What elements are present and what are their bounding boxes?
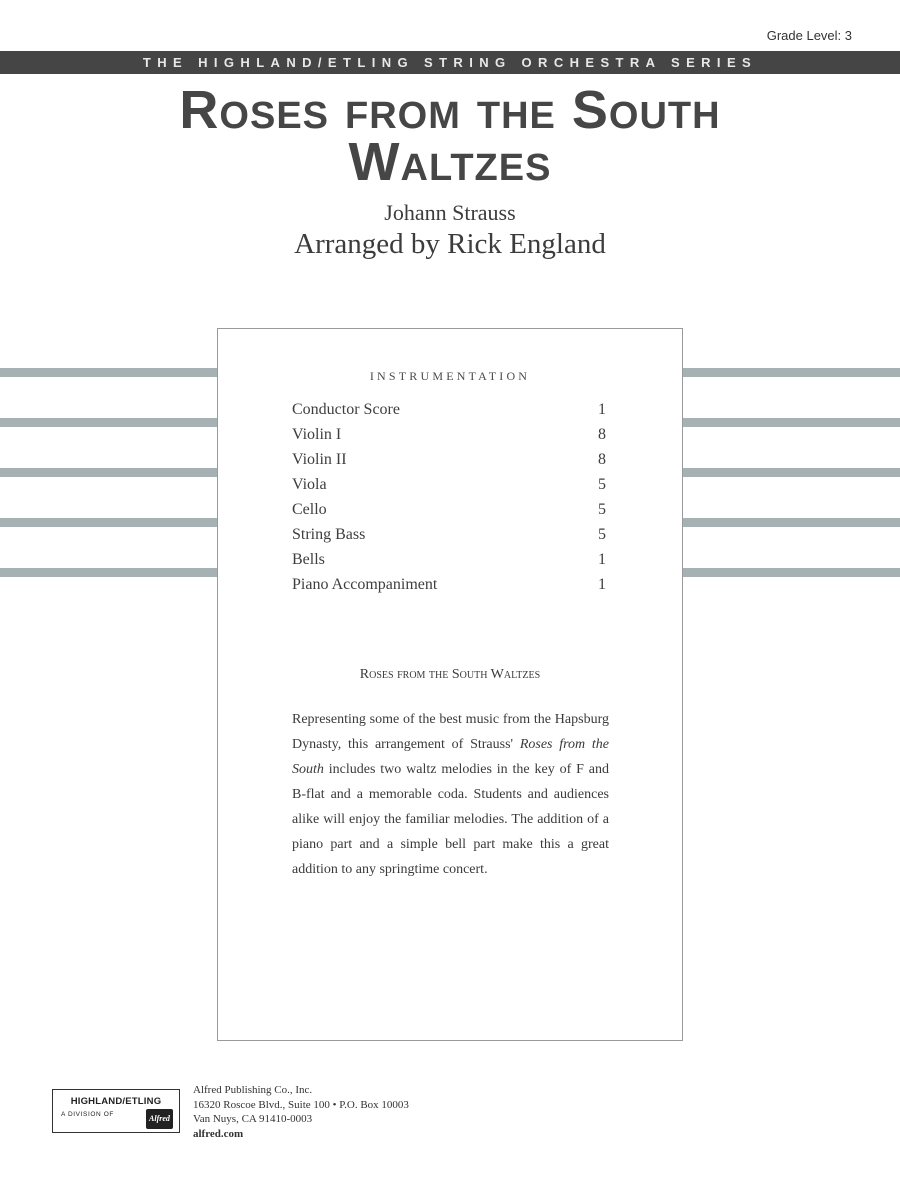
instrument-name: Violin I — [292, 426, 342, 443]
instrument-row — [292, 576, 606, 601]
instrument-qty: 1 — [598, 551, 606, 568]
staff-line-right — [683, 518, 900, 527]
instrument-name: Piano Accompaniment — [292, 576, 438, 593]
series-name: THE HIGHLAND/ETLING STRING ORCHESTRA SERIES — [142, 55, 758, 70]
description-heading: Roses from the South Waltzes — [359, 667, 541, 682]
logo-sub-text: A DIVISION OF — [61, 1111, 114, 1118]
instrument-qty: 5 — [598, 501, 606, 518]
instrument-row — [292, 526, 606, 551]
title-line-1: Roses from the South — [179, 80, 721, 140]
instrument-name: String Bass — [292, 526, 366, 543]
description-text — [292, 707, 609, 882]
staff-line-right — [683, 568, 900, 577]
instrumentation-heading: INSTRUMENTATION — [369, 369, 531, 383]
logo-main-text: HIGHLAND/ETLING — [70, 1096, 162, 1107]
instrument-row — [292, 401, 606, 426]
instrumentation-list — [292, 401, 606, 601]
title-line-2: Waltzes — [348, 132, 552, 192]
alfred-logo-icon: Alfred — [146, 1109, 173, 1129]
staff-line-left — [0, 418, 217, 427]
publisher-name: Alfred Publishing Co., Inc. — [193, 1084, 313, 1096]
staff-line-left — [0, 368, 217, 377]
highland-etling-logo — [52, 1089, 180, 1133]
description-text-end: includes two waltz melodies in the key of F and B-flat and a memorable coda. Students and audiences alike will enjoy the familiar melodies. The addition of a piano part and a simple bell part make this a great addition to any springtime concert. — [292, 762, 609, 877]
page-title — [0, 80, 900, 192]
instrument-name: Viola — [292, 476, 327, 493]
staff-line-right — [683, 468, 900, 477]
staff-line-left — [0, 568, 217, 577]
instrument-name: Cello — [292, 501, 327, 518]
instrument-row — [292, 501, 606, 526]
description-text-start: Representing some of the best music from the Hapsburg Dynasty, this arrangement of Strauss' — [292, 712, 609, 752]
instrument-name: Violin II — [292, 451, 347, 468]
instrument-name: Conductor Score — [292, 401, 400, 418]
instrument-name: Bells — [292, 551, 325, 568]
staff-line-left — [0, 518, 217, 527]
arranger: Arranged by Rick England — [294, 228, 606, 260]
staff-line-right — [683, 368, 900, 377]
publisher-info — [193, 1083, 409, 1141]
publisher-address-2: Van Nuys, CA 91410-0003 — [193, 1113, 313, 1125]
instrument-row — [292, 476, 606, 501]
instrument-row — [292, 451, 606, 476]
instrument-row — [292, 551, 606, 576]
instrumentation-panel — [217, 328, 683, 1041]
publisher-website: alfred.com — [193, 1127, 244, 1140]
instrument-row — [292, 426, 606, 451]
instrument-qty: 5 — [598, 526, 606, 543]
grade-level: Grade Level: 3 — [766, 28, 852, 43]
staff-line-left — [0, 468, 217, 477]
composer: Johann Strauss — [384, 200, 516, 225]
series-banner — [0, 51, 900, 74]
instrument-qty: 8 — [598, 451, 606, 468]
instrument-qty: 5 — [598, 476, 606, 493]
instrument-qty: 1 — [598, 401, 606, 418]
publisher-address-1: 16320 Roscoe Blvd., Suite 100 • P.O. Box 10003 — [193, 1098, 409, 1111]
staff-line-right — [683, 418, 900, 427]
instrument-qty: 8 — [598, 426, 606, 443]
instrument-qty: 1 — [598, 576, 606, 593]
description-work-title: Roses from the South — [292, 737, 609, 777]
